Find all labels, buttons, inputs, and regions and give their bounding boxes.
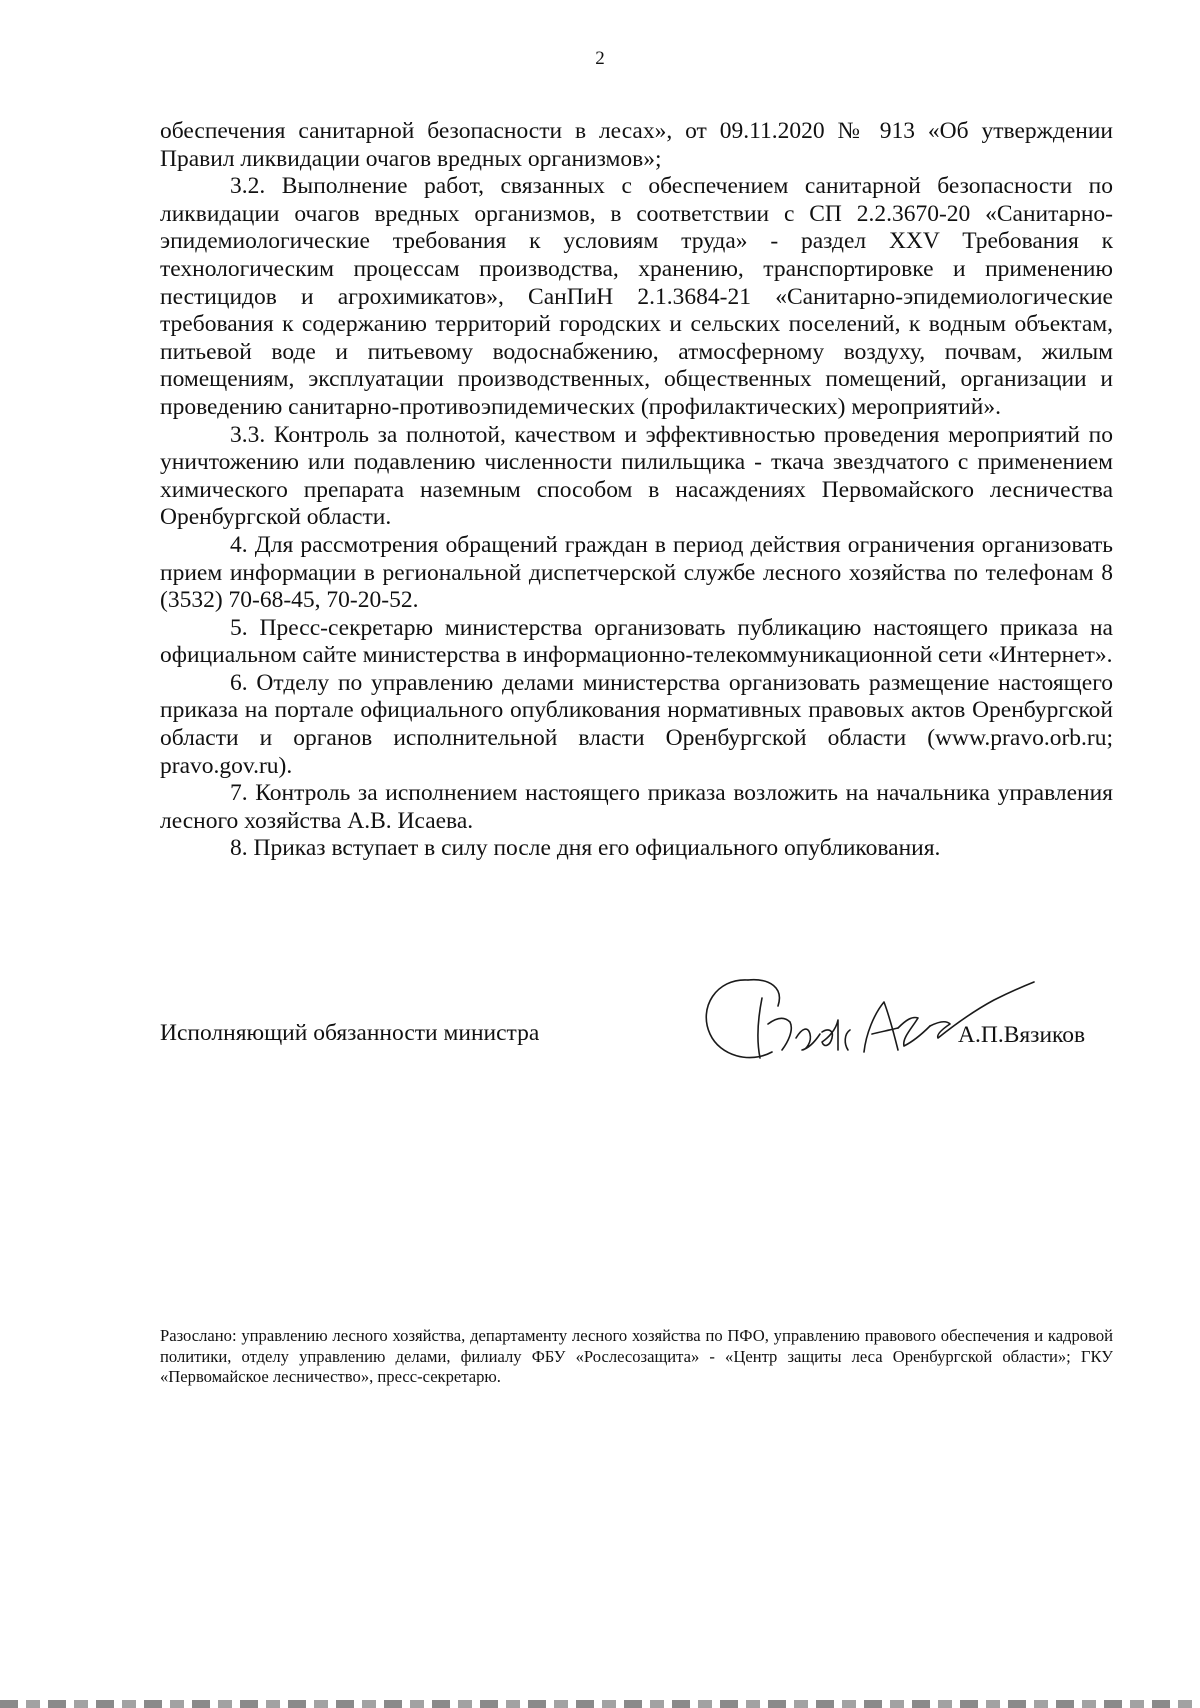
- paragraph-item-4: 4. Для рассмотрения обращений граждан в период действия ограничения организовать прием информации в региональной диспетчерской службе лесного хозяйства по телефонам 8 (3532) 70-68-45, 70-20-52.: [160, 531, 1113, 614]
- paragraph-continuation: обеспечения санитарной безопасности в лесах», от 09.11.2020 № 913 «Об утверждении Правил ликвидации очагов вредных организмов»;: [160, 118, 1113, 172]
- signatory-name: А.П.Вязиков: [958, 1022, 1086, 1048]
- page-number: 2: [595, 48, 605, 69]
- scan-edge-artifact: [0, 1700, 1200, 1708]
- paragraph-item-6: 6. Отделу по управлению делами министерства организовать размещение настоящего приказа на портале официального опубликования нормативных правовых актов Оренбургской области и органов исполнительной власти Оренбургской области (www.pravo.orb.ru; pravo.gov.ru).: [160, 669, 1113, 779]
- handwritten-signature: [698, 968, 1038, 1072]
- paragraph-item-7: 7. Контроль за исполнением настоящего приказа возложить на начальника управления лесного хозяйства А.В. Исаева.: [160, 780, 1113, 834]
- distribution-list: Разослано: управлению лесного хозяйства, департаменту лесного хозяйства по ПФО, управлению правового обеспечения и кадровой политики, отделу управлению делами, филиалу ФБУ «Рослесозащита» - «Центр защиты леса Оренбургской области»; ГКУ «Первомайское лесничество», пресс-секретарю.: [160, 1326, 1113, 1386]
- paragraph-item-3-2: 3.2. Выполнение работ, связанных с обеспечением санитарной безопасности по ликвидации очагов вредных организмов, в соответствии с СП 2.2.3670-20 «Санитарно-эпидемиологические требования к условиям труда» - раздел XXV Требования к технологическим процессам производства, хранению, транспортировке и применению пестицидов и агрохимикатов», СанПиН 2.1.3684-21 «Санитарно-эпидемиологические требования к содержанию территорий городских и сельских поселений, к водным объектам, питьевой воде и питьевому водоснабжению, атмосферному воздуху, почвам, жилым помещениям, эксплуатации производственных, общественных помещений, организации и проведению санитарно-противоэпидемических (профилактических) мероприятий».: [160, 173, 1113, 420]
- signatory-position: Исполняющий обязанности министра: [160, 1020, 540, 1046]
- paragraph-item-5: 5. Пресс-секретарю министерства организовать публикацию настоящего приказа на официальном сайте министерства в информационно-телекоммуникационной сети «Интернет».: [160, 614, 1113, 669]
- paragraph-item-8: 8. Приказ вступает в силу после дня его официального опубликования.: [230, 835, 941, 862]
- paragraph-item-3-3: 3.3. Контроль за полнотой, качеством и эффективностью проведения мероприятий по уничтожению или подавлению численности пилильщика - ткача звездчатого с применением химического препарата наземным способом в насаждениях Первомайского лесничества Оренбургской области.: [160, 421, 1113, 531]
- document-body: [160, 118, 1113, 863]
